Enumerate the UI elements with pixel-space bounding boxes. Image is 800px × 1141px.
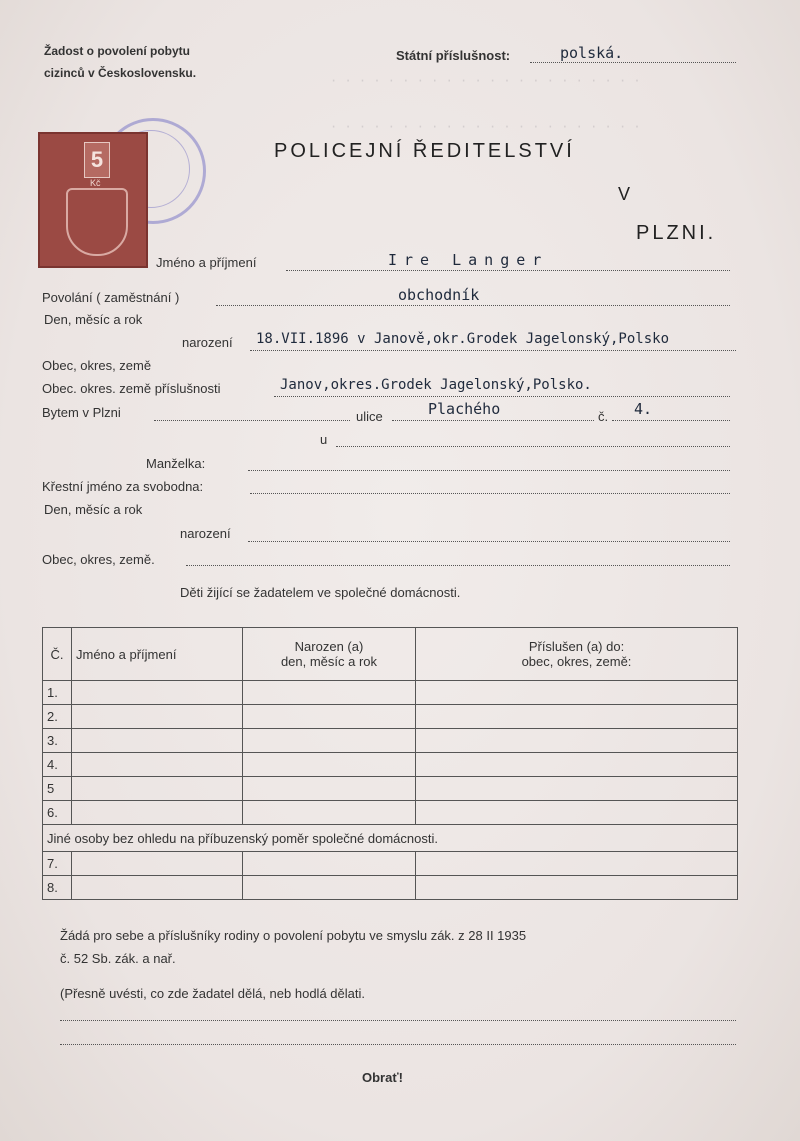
table-row (43, 729, 738, 753)
stamp-value: 5 (84, 142, 110, 178)
row-number: 2. (43, 705, 72, 729)
cell (243, 705, 416, 729)
cell (72, 681, 243, 705)
authority-line3: PLZNI. (636, 222, 717, 244)
wife-label: Manželka: (146, 456, 206, 471)
cell (243, 753, 416, 777)
table-row (43, 801, 738, 825)
cell (72, 777, 243, 801)
revenue-stamp (38, 132, 148, 268)
residence-label: Bytem v Plzni (42, 405, 121, 420)
row-number: 7. (43, 852, 72, 876)
col-born-line1: Narozen (a) (294, 639, 364, 654)
row-number: 1. (43, 681, 72, 705)
cell (416, 753, 738, 777)
number-label: č. (598, 409, 609, 424)
row-number: 4. (43, 753, 72, 777)
cell (72, 729, 243, 753)
request-line2: č. 52 Sb. zák. a nař. (60, 951, 176, 966)
maiden-line (250, 493, 730, 494)
cell (243, 852, 416, 876)
col-name: Jméno a příjmení (72, 628, 243, 681)
municipality-label: Obec, okres, země (42, 358, 152, 373)
occupation-line (216, 305, 730, 306)
col-belongs-line2: obec, okres, země: (521, 654, 632, 669)
number-line (612, 420, 730, 421)
row-number: 5 (43, 777, 72, 801)
cell (72, 876, 243, 900)
cell (72, 705, 243, 729)
domicile-value: Janov,okres.Grodek Jagelonský,Polsko. (280, 377, 592, 393)
children-table-header (43, 628, 738, 681)
table-row (43, 876, 738, 900)
wife-line (248, 470, 730, 471)
col-belongs (416, 628, 738, 681)
cell (243, 876, 416, 900)
at-line (336, 446, 730, 447)
name-label: Jméno a příjmení (156, 255, 257, 270)
form-title-line1: Žadost o povolení pobytu (44, 44, 190, 58)
col-belongs-line1: Příslušen (a) do: (528, 639, 625, 654)
occupation-label: Povolání ( zaměstnání ) (42, 290, 180, 305)
others-header-row (43, 825, 738, 852)
row-number: 6. (43, 801, 72, 825)
residence-line (154, 420, 350, 421)
cell (243, 681, 416, 705)
cell (416, 705, 738, 729)
citizenship-value: polská. (560, 44, 624, 62)
note-line-2 (60, 1044, 736, 1045)
bleed-through: · · · · · · · · · · · · · · · · · · · · · · (330, 120, 641, 134)
cell (416, 876, 738, 900)
birth-label-1: Den, měsíc a rok (44, 312, 143, 327)
birth-line (250, 350, 736, 351)
maiden-label: Křestní jméno za svobodna: (42, 479, 204, 494)
bleed-through: · · · · · · · · · · · · · · · · · · · · · · (330, 74, 641, 88)
wife-birth-line (248, 541, 730, 542)
at-label: u (320, 432, 328, 447)
authority-line2: V (618, 184, 634, 204)
name-value: Ire Langer (388, 251, 549, 269)
domicile-label: Obec. okres. země příslušnosti (42, 381, 221, 396)
cell (72, 852, 243, 876)
cell (72, 753, 243, 777)
request-line1: Žádá pro sebe a příslušníky rodiny o povolení pobytu ve smyslu zák. z 28 II 1935 (60, 928, 527, 943)
cell (243, 729, 416, 753)
row-number: 8. (43, 876, 72, 900)
table-row (43, 681, 738, 705)
authority-line1: POLICEJNÍ ŘEDITELSTVÍ (274, 140, 575, 162)
birth-value: 18.VII.1896 v Janově,okr.Grodek Jagelonský,Polsko (256, 331, 670, 347)
wife-municipality-line (186, 565, 730, 566)
street-value: Plachého (428, 400, 501, 418)
wife-birth-label-2: narození (180, 526, 231, 541)
cell (243, 777, 416, 801)
cell (416, 852, 738, 876)
wife-birth-label-1: Den, měsíc a rok (44, 502, 143, 517)
citizenship-line (530, 62, 736, 63)
lion-shield-icon (66, 188, 128, 256)
occupation-value: obchodník (398, 286, 480, 304)
table-row (43, 705, 738, 729)
col-born-line2: den, měsíc a rok (280, 654, 378, 669)
col-no: Č. (43, 628, 72, 681)
cell (416, 681, 738, 705)
table-row (43, 753, 738, 777)
children-table (42, 627, 738, 900)
stamp-unit: Kč (90, 178, 101, 188)
domicile-line (274, 396, 730, 397)
citizenship-label: Státní příslušnost: (396, 48, 511, 63)
others-title: Jiné osoby bez ohledu na příbuzenský poměr společné domácnosti. (43, 825, 738, 852)
cell (243, 801, 416, 825)
cell (416, 801, 738, 825)
cell (416, 777, 738, 801)
occupation-note: (Přesně uvésti, co zde žadatel dělá, neb hodlá dělati. (60, 986, 365, 1001)
children-title: Děti žijící se žadatelem ve společné domácnosti. (180, 585, 461, 600)
cell (72, 801, 243, 825)
turn-over: Obrať! (362, 1070, 403, 1085)
form-title-line2: cizinců v Československu. (44, 66, 197, 80)
row-number: 3. (43, 729, 72, 753)
street-line (392, 420, 594, 421)
note-line-1 (60, 1020, 736, 1021)
table-row (43, 852, 738, 876)
street-label: ulice (356, 409, 383, 424)
wife-municipality-label: Obec, okres, země. (42, 552, 155, 567)
col-born (243, 628, 416, 681)
number-value: 4. (634, 400, 653, 418)
name-line (286, 270, 730, 271)
table-row (43, 777, 738, 801)
birth-label-2: narození (182, 335, 233, 350)
cell (416, 729, 738, 753)
